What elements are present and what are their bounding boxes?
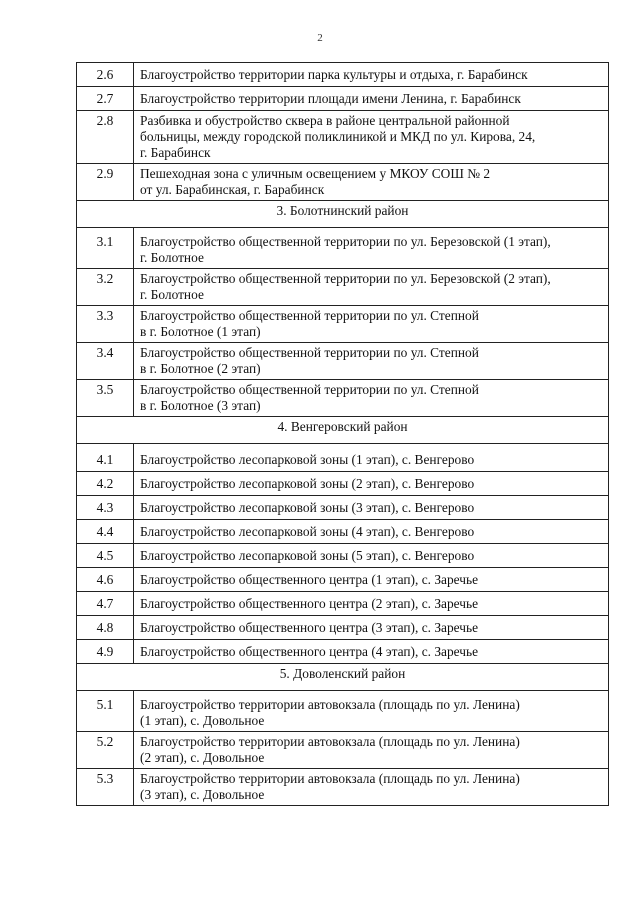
table-row	[77, 380, 609, 417]
row-description: Благоустройство территории площади имени Ленина, г. Барабинск	[134, 87, 609, 111]
description-line: Пешеходная зона с уличным освещением у МКОУ СОШ № 2	[140, 166, 491, 181]
row-description	[134, 732, 609, 769]
row-number: 4.7	[77, 592, 134, 616]
description-line: в г. Болотное (1 этап)	[140, 324, 261, 339]
description-line: Разбивка и обустройство сквера в районе центральной районной	[140, 113, 510, 128]
row-number: 4.9	[77, 640, 134, 664]
row-description	[134, 306, 609, 343]
table-row	[77, 568, 609, 592]
description-line: (2 этап), с. Довольное	[140, 750, 265, 765]
row-number: 3.3	[77, 306, 134, 343]
description-line: больницы, между городской поликлиникой и МКД по ул. Кирова, 24,	[140, 129, 536, 144]
table-row	[77, 732, 609, 769]
table-row	[77, 616, 609, 640]
description-line: г. Болотное	[140, 250, 204, 265]
table-row	[77, 544, 609, 568]
table-row	[77, 520, 609, 544]
row-description	[134, 164, 609, 201]
row-description: Благоустройство лесопарковой зоны (1 этап), с. Венгерово	[134, 444, 609, 472]
section-title: 4. Венгеровский район	[77, 417, 609, 444]
description-line: г. Барабинск	[140, 145, 211, 160]
description-line: Благоустройство общественной территории по ул. Степной	[140, 308, 479, 323]
row-description	[134, 769, 609, 806]
row-description	[134, 380, 609, 417]
row-number: 4.1	[77, 444, 134, 472]
description-line: (3 этап), с. Довольное	[140, 787, 265, 802]
description-line: Благоустройство общественной территории по ул. Березовской (2 этап),	[140, 271, 551, 286]
row-description: Благоустройство лесопарковой зоны (4 этап), с. Венгерово	[134, 520, 609, 544]
row-number: 5.2	[77, 732, 134, 769]
row-description: Благоустройство лесопарковой зоны (5 этап), с. Венгерово	[134, 544, 609, 568]
table-row	[77, 472, 609, 496]
description-line: (1 этап), с. Довольное	[140, 713, 265, 728]
description-line: Благоустройство территории автовокзала (площадь по ул. Ленина)	[140, 771, 520, 786]
row-description	[134, 111, 609, 164]
table-row	[77, 87, 609, 111]
description-line: Благоустройство общественной территории по ул. Березовской (1 этап),	[140, 234, 551, 249]
description-line: в г. Болотное (3 этап)	[140, 398, 261, 413]
table-row	[77, 164, 609, 201]
row-number: 2.7	[77, 87, 134, 111]
row-description: Благоустройство территории парка культуры и отдыха, г. Барабинск	[134, 63, 609, 87]
row-number: 2.6	[77, 63, 134, 87]
row-description	[134, 343, 609, 380]
row-description: Благоустройство общественного центра (2 этап), с. Заречье	[134, 592, 609, 616]
row-number: 3.2	[77, 269, 134, 306]
table-row	[77, 640, 609, 664]
section-title: 3. Болотнинский район	[77, 201, 609, 228]
row-description: Благоустройство лесопарковой зоны (2 этап), с. Венгерово	[134, 472, 609, 496]
row-number: 3.1	[77, 228, 134, 269]
row-number: 4.6	[77, 568, 134, 592]
page-number: 2	[317, 32, 323, 44]
project-list-table	[76, 62, 609, 806]
table-row	[77, 306, 609, 343]
description-line: г. Болотное	[140, 287, 204, 302]
table-row	[77, 63, 609, 87]
table-body	[77, 63, 609, 806]
table-row	[77, 691, 609, 732]
table-row	[77, 111, 609, 164]
section-header-row	[77, 201, 609, 228]
table-row	[77, 343, 609, 380]
row-description	[134, 691, 609, 732]
row-description	[134, 228, 609, 269]
description-line: от ул. Барабинская, г. Барабинск	[140, 182, 325, 197]
row-number: 4.2	[77, 472, 134, 496]
row-description: Благоустройство общественного центра (4 этап), с. Заречье	[134, 640, 609, 664]
row-description: Благоустройство общественного центра (3 этап), с. Заречье	[134, 616, 609, 640]
row-number: 4.5	[77, 544, 134, 568]
description-line: Благоустройство общественной территории по ул. Степной	[140, 345, 479, 360]
description-line: Благоустройство территории автовокзала (площадь по ул. Ленина)	[140, 697, 520, 712]
row-description: Благоустройство лесопарковой зоны (3 этап), с. Венгерово	[134, 496, 609, 520]
row-number: 5.1	[77, 691, 134, 732]
row-number: 3.4	[77, 343, 134, 380]
row-number: 2.9	[77, 164, 134, 201]
row-description: Благоустройство общественного центра (1 этап), с. Заречье	[134, 568, 609, 592]
row-number: 2.8	[77, 111, 134, 164]
row-description	[134, 269, 609, 306]
section-header-row	[77, 664, 609, 691]
table-row	[77, 769, 609, 806]
row-number: 4.8	[77, 616, 134, 640]
section-header-row	[77, 417, 609, 444]
row-number: 4.4	[77, 520, 134, 544]
row-number: 5.3	[77, 769, 134, 806]
table-row	[77, 444, 609, 472]
table-row	[77, 496, 609, 520]
section-title: 5. Доволенский район	[77, 664, 609, 691]
table-row	[77, 228, 609, 269]
table-row	[77, 269, 609, 306]
table-row	[77, 592, 609, 616]
row-number: 3.5	[77, 380, 134, 417]
description-line: в г. Болотное (2 этап)	[140, 361, 261, 376]
description-line: Благоустройство территории автовокзала (площадь по ул. Ленина)	[140, 734, 520, 749]
description-line: Благоустройство общественной территории по ул. Степной	[140, 382, 479, 397]
row-number: 4.3	[77, 496, 134, 520]
